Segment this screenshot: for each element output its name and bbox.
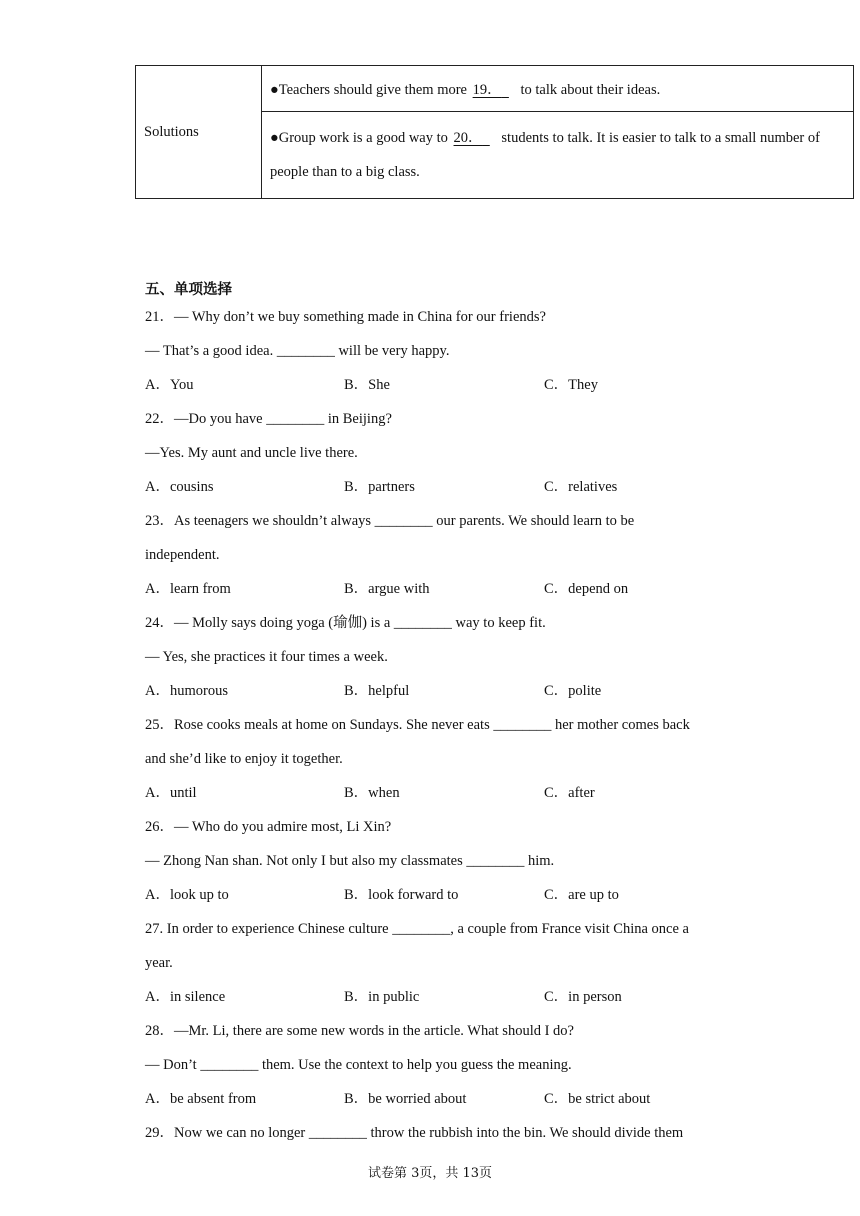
question-line: — That’s a good idea. ________ will be very happy.: [145, 343, 450, 359]
question-item: [145, 810, 745, 912]
answer-option: A．be absent from: [145, 1091, 257, 1107]
question-line: year.: [145, 955, 173, 971]
answer-option: A．cousins: [145, 479, 214, 495]
option-row: [145, 674, 745, 708]
question-line: 28．—Mr. Li, there are some new words in the article. What should I do?: [145, 1023, 574, 1039]
answer-option: B．be worried about: [344, 1091, 467, 1107]
blank-19: 19．: [472, 81, 502, 98]
solutions-label: Solutions: [136, 66, 262, 199]
question-line: 27. In order to experience Chinese culture ________, a couple from France visit China once a: [145, 921, 689, 937]
option-row: [145, 572, 745, 606]
question-line: — Yes, she practices it four times a week.: [145, 649, 388, 665]
question-line: — Zhong Nan shan. Not only I but also my classmates ________ him.: [145, 853, 555, 869]
answer-option: A．in silence: [145, 989, 226, 1005]
answer-option: B．look forward to: [344, 887, 459, 903]
question-item: [145, 1116, 745, 1150]
option-row: [145, 1082, 745, 1116]
answer-option: C．polite: [544, 683, 602, 699]
question-list: [145, 300, 745, 1150]
option-row: [145, 878, 745, 912]
section-title: 五、单项选择: [145, 282, 232, 298]
answer-option: C．in person: [544, 989, 622, 1005]
solution-row-1: [262, 66, 854, 112]
question-line: 22．—Do you have ________ in Beijing?: [145, 411, 392, 427]
solution-row-2: [262, 111, 854, 198]
question-line: 26．— Who do you admire most, Li Xin?: [145, 819, 392, 835]
option-row: [145, 368, 745, 402]
answer-option: C．relatives: [544, 479, 618, 495]
option-row: [145, 776, 745, 810]
answer-option: C．depend on: [544, 581, 629, 597]
option-row: [145, 470, 745, 504]
answer-option: B．partners: [344, 479, 415, 495]
answer-option: A．learn from: [145, 581, 231, 597]
solutions-table: [135, 65, 854, 199]
question-line: independent.: [145, 547, 220, 563]
answer-option: A．humorous: [145, 683, 228, 699]
question-item: [145, 300, 745, 402]
solution-text: ●Group work is a good way to: [270, 129, 452, 146]
solution-text: people than to a big class.: [270, 163, 420, 180]
answer-option: C．are up to: [544, 887, 619, 903]
question-line: 24．— Molly says doing yoga (瑜伽) is a ________ way to keep fit.: [145, 615, 546, 631]
question-item: [145, 1014, 745, 1116]
solution-text: ●Teachers should give them more: [270, 81, 471, 98]
answer-option: B．when: [344, 785, 400, 801]
question-item: [145, 402, 745, 504]
answer-option: B．helpful: [344, 683, 410, 699]
answer-option: A．You: [145, 377, 194, 393]
question-line: 23．As teenagers we shouldn’t always ________ our parents. We should learn to be: [145, 513, 635, 529]
solution-text: students to talk. It is easier to talk to a small number of: [497, 129, 820, 146]
blank-20: 20．: [453, 129, 483, 146]
question-item: [145, 606, 745, 708]
question-line: 29．Now we can no longer ________ throw the rubbish into the bin. We should divide them: [145, 1125, 684, 1141]
question-item: [145, 708, 745, 810]
question-item: [145, 504, 745, 606]
question-line: 25．Rose cooks meals at home on Sundays. She never eats ________ her mother comes back: [145, 717, 690, 733]
answer-option: B．in public: [344, 989, 420, 1005]
question-line: 21．— Why don’t we buy something made in China for our friends?: [145, 309, 546, 325]
question-line: —Yes. My aunt and uncle live there.: [145, 445, 358, 461]
answer-option: A．look up to: [145, 887, 229, 903]
answer-option: C．They: [544, 377, 598, 393]
answer-option: C．after: [544, 785, 595, 801]
solution-text: to talk about their ideas.: [516, 81, 661, 98]
question-line: and she’d like to enjoy it together.: [145, 751, 343, 767]
question-line: — Don’t ________ them. Use the context to help you guess the meaning.: [145, 1057, 572, 1073]
answer-option: C．be strict about: [544, 1091, 651, 1107]
answer-option: A．until: [145, 785, 197, 801]
answer-option: B．argue with: [344, 581, 430, 597]
option-row: [145, 980, 745, 1014]
answer-option: B．She: [344, 377, 390, 393]
question-item: [145, 912, 745, 1014]
page-footer: 试卷第 3页，共 13页: [367, 1166, 493, 1181]
